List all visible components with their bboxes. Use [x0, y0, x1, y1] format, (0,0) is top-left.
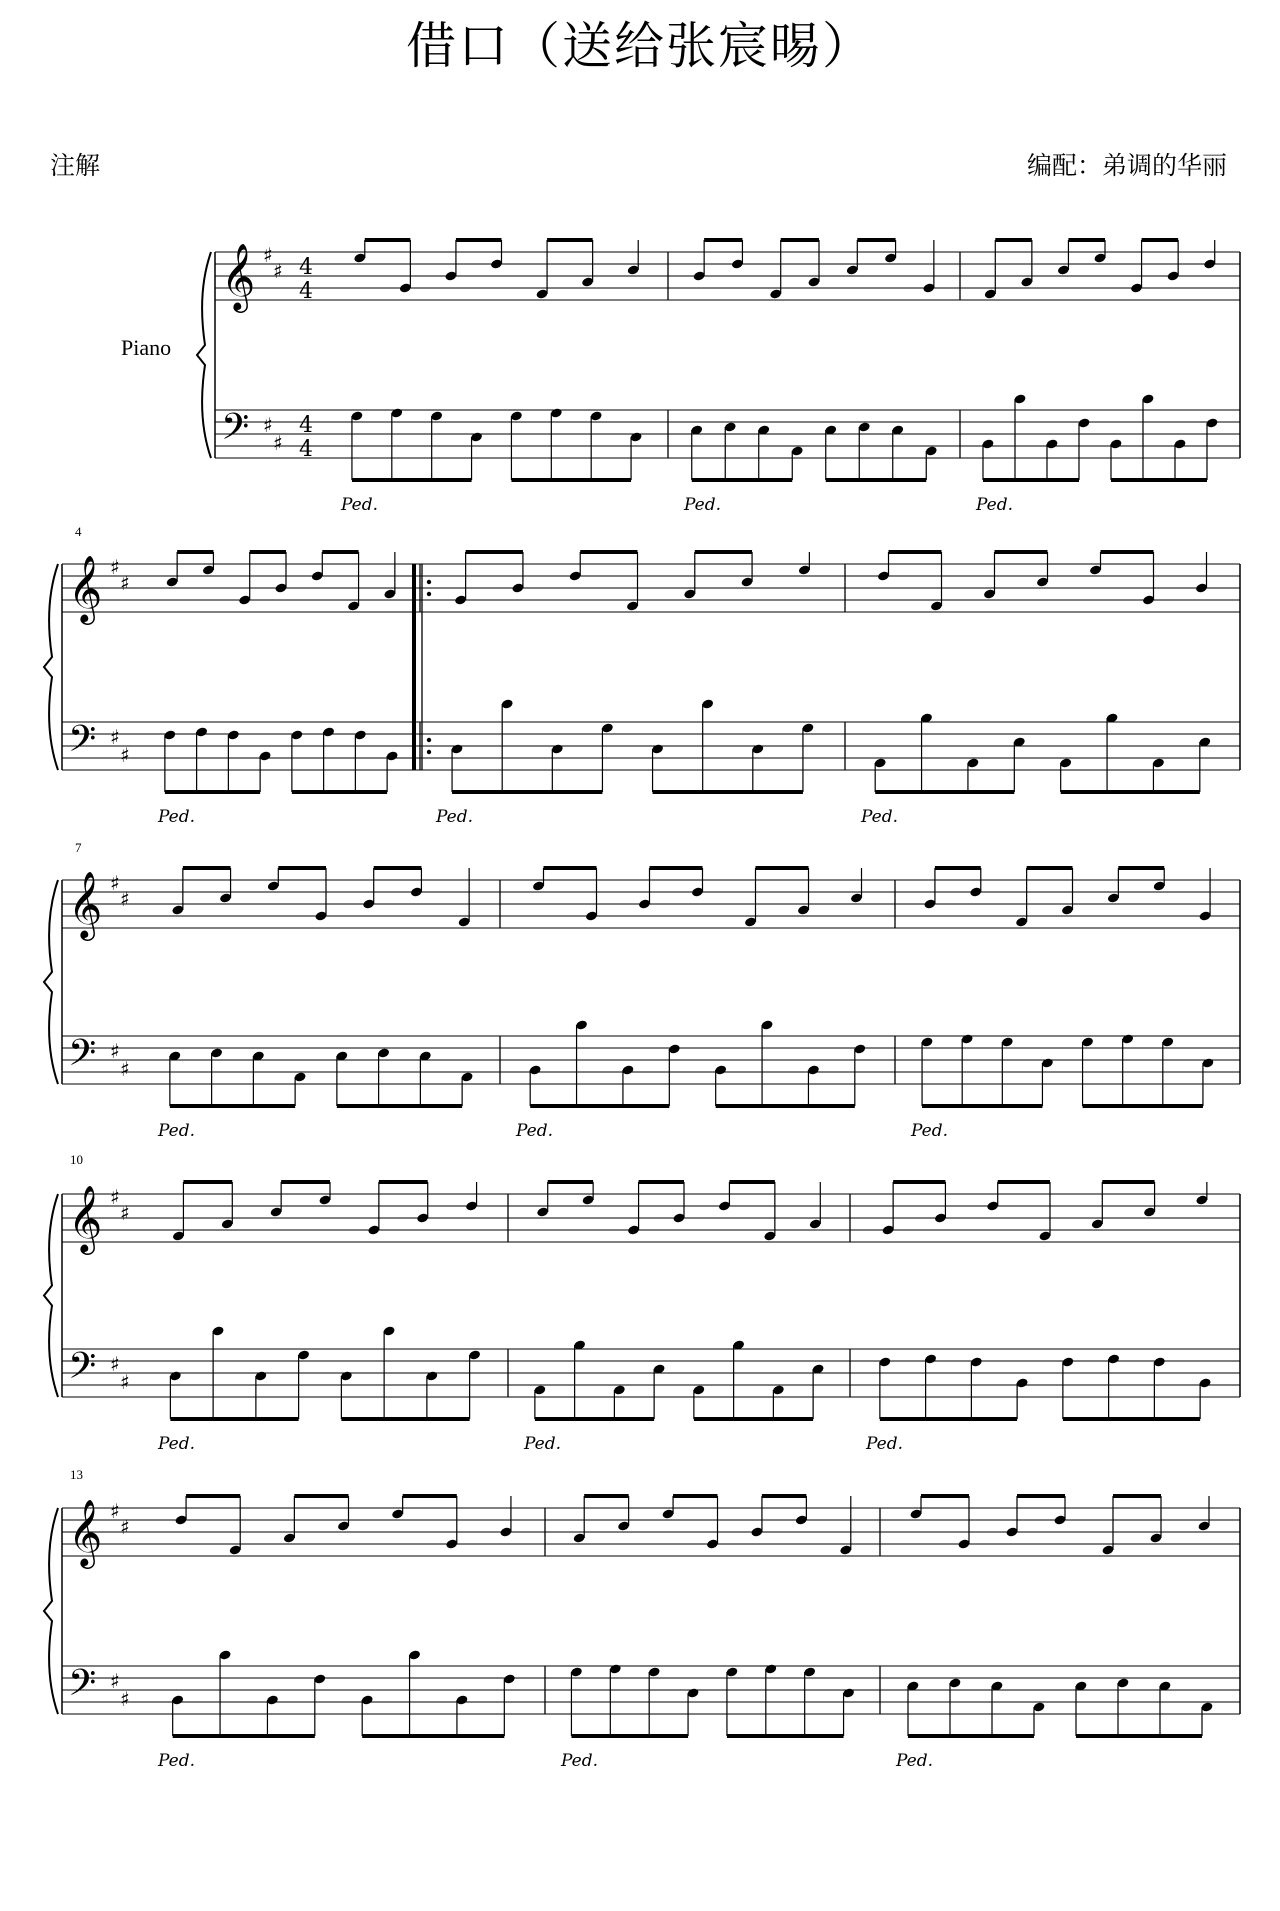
pedal-mark: Ped.: [866, 1434, 904, 1454]
bass-clef: 𝄢: [68, 1032, 97, 1083]
treble-clef: 𝄞: [68, 1498, 103, 1566]
brace: [44, 880, 58, 1084]
key-signature-sharp: ♯: [273, 259, 283, 283]
key-signature-sharp: ♯: [120, 1201, 130, 1225]
bass-clef: 𝄢: [68, 1345, 97, 1396]
treble-clef: 𝄞: [68, 870, 103, 938]
score-title: 借口（送给张宸晹）: [406, 17, 874, 75]
brace: [44, 1194, 58, 1397]
key-signature-sharp: ♯: [110, 725, 120, 749]
time-signature-bottom: 4: [299, 279, 313, 304]
pedal-mark: Ped.: [524, 1434, 562, 1454]
key-signature-sharp: ♯: [120, 887, 130, 911]
brace: [44, 1508, 58, 1714]
bass-clef: 𝄢: [68, 718, 97, 769]
key-signature-sharp: ♯: [120, 1370, 130, 1394]
pedal-mark: Ped.: [158, 1751, 196, 1771]
pedal-mark: Ped.: [158, 807, 196, 827]
key-signature-sharp: ♯: [110, 1669, 120, 1693]
key-signature-sharp: ♯: [263, 243, 273, 267]
treble-clef: 𝄞: [68, 1184, 103, 1252]
pedal-mark: Ped.: [976, 495, 1014, 515]
treble-clef: 𝄞: [68, 554, 103, 622]
pedal-mark: Ped.: [158, 1434, 196, 1454]
pedal-mark: Ped.: [561, 1751, 599, 1771]
arranger-credit: 编配：弟调的华丽: [1026, 151, 1227, 180]
brace: [197, 252, 211, 458]
repeat-dot: [427, 738, 431, 742]
key-signature-sharp: ♯: [120, 1515, 130, 1539]
measure-number-7: 7: [75, 840, 82, 855]
key-signature-sharp: ♯: [110, 1185, 120, 1209]
pedal-mark: Ped.: [436, 807, 474, 827]
pedal-mark: Ped.: [341, 495, 379, 515]
measure-number-10: 10: [70, 1152, 83, 1167]
bass-clef: 𝄢: [68, 1662, 97, 1713]
time-signature-top: 4: [299, 413, 313, 438]
time-signature-top: 4: [299, 255, 313, 280]
key-signature-sharp: ♯: [110, 1499, 120, 1523]
pedal-mark: Ped.: [911, 1121, 949, 1141]
key-signature-sharp: ♯: [120, 1687, 130, 1711]
brace: [44, 564, 58, 770]
key-signature-sharp: ♯: [110, 555, 120, 579]
key-signature-sharp: ♯: [110, 1352, 120, 1376]
pedal-mark: Ped.: [684, 495, 722, 515]
treble-clef: 𝄞: [221, 242, 256, 310]
repeat-dot: [427, 580, 431, 584]
annotation-label: 注解: [50, 151, 101, 180]
key-signature-sharp: ♯: [110, 871, 120, 895]
measure-number-4: 4: [75, 524, 82, 539]
key-signature-sharp: ♯: [110, 1039, 120, 1063]
key-signature-sharp: ♯: [273, 431, 283, 455]
key-signature-sharp: ♯: [120, 1057, 130, 1081]
pedal-mark: Ped.: [516, 1121, 554, 1141]
key-signature-sharp: ♯: [120, 571, 130, 595]
key-signature-sharp: ♯: [120, 743, 130, 767]
repeat-dot: [427, 592, 431, 596]
pedal-mark: Ped.: [158, 1121, 196, 1141]
time-signature-bottom: 4: [299, 437, 313, 462]
repeat-dot: [427, 750, 431, 754]
key-signature-sharp: ♯: [263, 413, 273, 437]
measure-number-13: 13: [70, 1467, 83, 1482]
pedal-mark: Ped.: [861, 807, 899, 827]
instrument-label: Piano: [121, 335, 172, 360]
bass-clef: 𝄢: [221, 406, 250, 457]
pedal-mark: Ped.: [896, 1751, 934, 1771]
